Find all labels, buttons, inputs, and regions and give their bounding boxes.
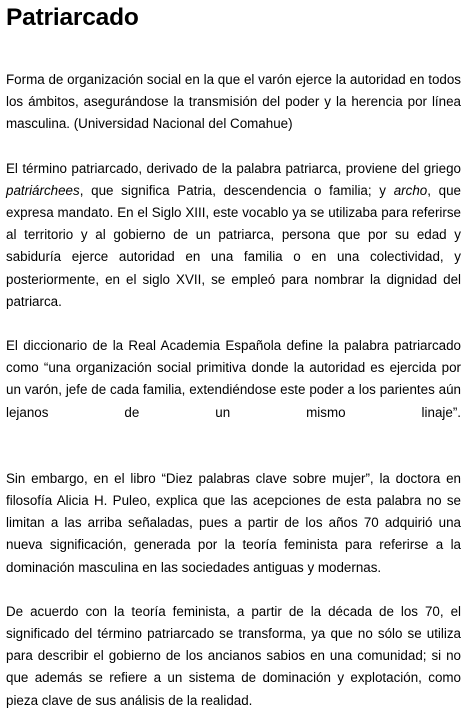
etymology-greek-term-2: archo (393, 182, 428, 198)
paragraph-puleo: Sin embargo, en el libro “Diez palabras clave sobre mujer”, la doctora en filosofía Alicia H. Puleo, explica que las acepciones de esta palabra no se limitan a las arriba señaladas, pues a partir de los años 70 adquirió una nueva significación, generada por la teoría feminista para referirse a la dominación masculina en las sociedades antiguas y modernas. (6, 470, 461, 575)
paragraph-rae-definition: El diccionario de la Real Academia Española define la palabra patriarcado como “una organización social primitiva donde la autoridad es ejercida por un varón, jefe de cada familia, extendiéndose este poder a los parientes aún lejanos de un mismo linaje”. (6, 338, 461, 420)
etymology-text-2: , que significa Patria, descendencia o familia; y (79, 182, 394, 198)
page-title: Patriarcado (6, 4, 139, 31)
etymology-greek-term-1: patriárchees (6, 182, 80, 198)
paragraph-definition: Forma de organización social en la que el varón ejerce la autoridad en todos los ámbitos, asegurándose la transmisión del poder y la herencia por línea masculina. (Universidad Nacional del Comahue) (6, 72, 461, 132)
paragraph-feminist-theory: De acuerdo con la teoría feminista, a partir de la década de los 70, el significado del término patriarcado se transforma, ya que no sólo se utiliza para describir el gobierno de los ancianos sabios en una comunidad; si no que además se refiere a un sistema de dominación y explotación, como pieza clave de sus análisis de la realidad. (6, 603, 461, 708)
etymology-text-3: , que expresa mandato. En el Siglo XIII, este vocablo ya se utilizaba para referirse al territorio y al gobierno de un patriarca, persona que por su edad y sabiduría ejerce autoridad en una familia o en una colectividad, y posteriormente, en el siglo XVII, se empleó para nombrar la dignidad del patriarca. (6, 182, 461, 309)
paragraph-etymology (6, 158, 461, 313)
document-page (6, 0, 461, 712)
etymology-text-1: El término patriarcado, derivado de la palabra patriarca, proviene del griego (6, 160, 461, 176)
